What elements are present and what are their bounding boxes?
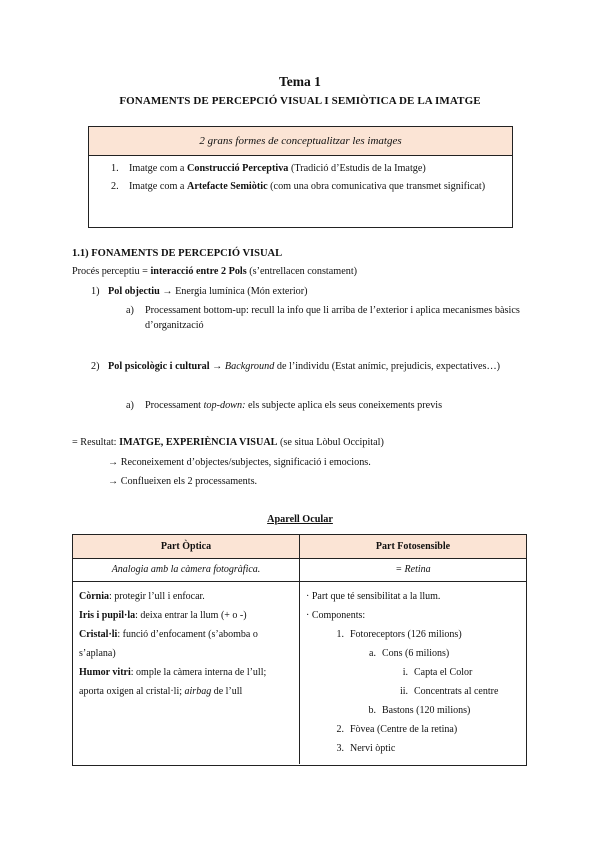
fovea-item: 2. Fòvea (Centre de la retina): [336, 724, 458, 735]
cornia-line: Còrnia: protegir l’ull i enfocar.: [79, 591, 205, 602]
summary-box-list: [89, 156, 512, 195]
eye-table: [72, 534, 527, 766]
process-line: Procés perceptiu = interacció entre 2 Pols (s’entrellacen constament): [72, 266, 358, 277]
table-body-row: [73, 582, 526, 764]
fotoreceptors-item: 1. Fotoreceptors (126 milions): [336, 629, 462, 640]
fotosensible-cell: [299, 582, 526, 764]
list-text: Imatge com a Construcció Perceptiva (Tradició d’Estudis de la Imatge): [129, 163, 426, 174]
column-header-optica: Part Òptica: [160, 541, 212, 552]
bastons-item: b. Bastons (120 milions): [368, 705, 471, 716]
column-header-fotosensible: Part Fotosensible: [299, 535, 526, 558]
result-detail-1: → Reconeixement d’objectes/subjectes, significació i emocions.: [108, 457, 371, 468]
list-text: Imatge com a Artefacte Semiòtic (com una obra comunicativa que transmet significat): [129, 180, 486, 192]
section-heading: 1.1) FONAMENTS DE PERCEPCIÓ VISUAL: [72, 248, 283, 259]
bottom-up-item: a) Processament bottom-up: recull la info que li arriba de l’exterior i aplica mecanismes bàsics d’organització: [126, 305, 520, 331]
table-subheader-row: [73, 559, 526, 582]
cons-centre-item: ii. Concentrats al centre: [399, 686, 499, 697]
list-number: 2.: [111, 180, 119, 192]
cons-color-item: i. Capta el Color: [402, 667, 473, 678]
retina-line-2: · Components:: [306, 610, 366, 621]
result-line: = Resultat: IMATGE, EXPERIÈNCIA VISUAL (se situa Lòbul Occipital): [72, 437, 384, 448]
pol-psicologic: 2) Pol psicològic i cultural → Background de l’individu (Estat anímic, prejudicis, expectatives…): [91, 361, 501, 372]
optica-subheader: Analogia amb la càmera fotogràfica.: [111, 564, 261, 575]
table-caption: Aparell Ocular: [267, 514, 333, 525]
top-down-item: a) Processament top-down: els subjecte aplica els seus coneixements previs: [126, 400, 443, 411]
table-header-row: [73, 535, 526, 559]
topic-title: Tema 1: [279, 74, 321, 89]
result-detail-2: → Conflueixen els 2 processaments.: [108, 476, 258, 487]
optica-cell: [73, 582, 299, 764]
list-number: 1.: [111, 163, 119, 174]
pol-objectiu: 1) Pol objectiu → Energia lumínica (Món exterior): [91, 286, 308, 297]
humor-line: Humor vitri: omple la càmera interna de l’ull; aporta oxigen al cristal·li; airbag de l’ull: [79, 667, 267, 697]
document-title: FONAMENTS DE PERCEPCIÓ VISUAL I SEMIÒTICA DE LA IMATGE: [119, 95, 481, 107]
fotosensible-subheader: = Retina: [299, 559, 526, 581]
nervi-item: 3. Nervi òptic: [336, 743, 396, 754]
list-item: [111, 162, 500, 177]
summary-box-heading: 2 grans formes de conceptualitzar les imatges: [89, 127, 512, 156]
list-item: [111, 180, 500, 195]
summary-box: [88, 126, 513, 228]
retina-line-1: · Part que té sensibilitat a la llum.: [306, 591, 441, 602]
iris-line: Iris i pupil·la: deixa entrar la llum (+ o -): [79, 610, 247, 621]
cristal-line: Cristal·li: funció d’enfocament (s’abomba o s’aplana): [79, 629, 258, 659]
cons-item: a. Cons (6 milions): [369, 648, 450, 659]
